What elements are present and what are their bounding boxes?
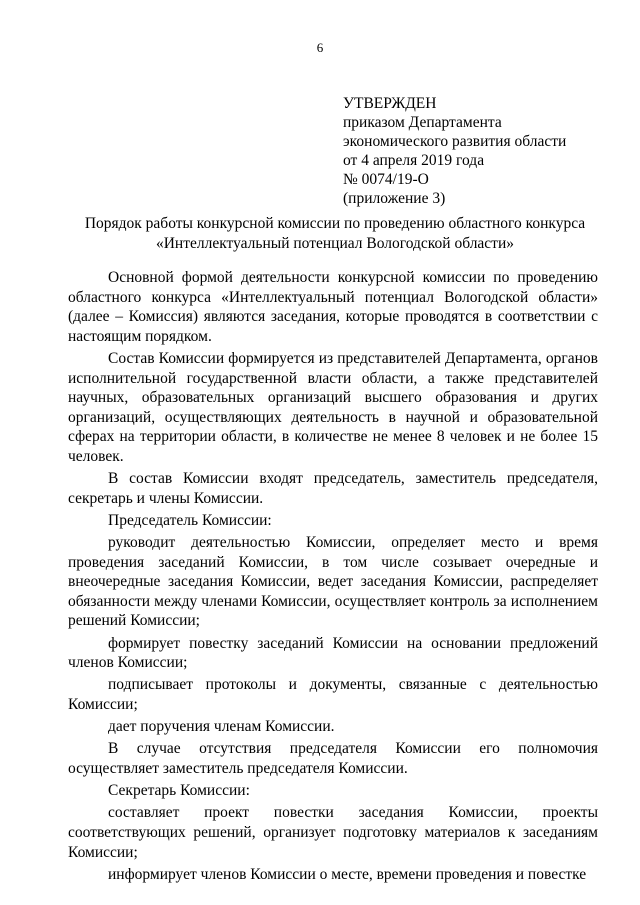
approval-line: УТВЕРЖДЕН [343, 95, 437, 112]
document-title [70, 214, 600, 254]
paragraph: руководит деятельностью Комиссии, определяет место и время проведения заседаний Комиссии, в том числе созывает очередные и внеочередные заседания Комиссии, ведет заседания Комиссии, распределяет обязанности между членами Комиссии, осуществляет контроль за исполнением решений Комиссии; [68, 534, 598, 630]
document-body [68, 268, 598, 887]
paragraph: Основной формой деятельности конкурсной комиссии по проведению областного конкурса «Интеллектуальный потенциал Вологодской области» (далее – Комиссия) являются заседания, которые проводятся в соответствии с настоящим порядком. [68, 269, 598, 345]
paragraph: Состав Комиссии формируется из представителей Департамента, органов исполнительной государственной власти области, а также представителей научных, образовательных организаций высшего образования и других организаций, осуществляющих деятельность в научной и образовательной сферах на территории области, в количестве не менее 8 человек и не более 15 человек. [68, 349, 598, 465]
paragraph: информирует членов Комиссии о месте, времени проведения и повестке [108, 865, 587, 883]
paragraph: В состав Комиссии входят председатель, заместитель председателя, секретарь и члены Комиссии. [68, 470, 598, 507]
paragraph: Секретарь Комиссии: [108, 782, 250, 800]
approval-line: № 0074/19-О [343, 171, 429, 188]
approval-line: приказом Департамента [343, 114, 502, 131]
page-number: 6 [316, 40, 324, 55]
approval-line: от 4 апреля 2019 года [343, 152, 485, 169]
paragraph: дает поручения членам Комиссии. [108, 718, 335, 736]
paragraph: подписывает протоколы и документы, связанные с деятельностью Комиссии; [68, 676, 598, 714]
paragraph: формирует повестку заседаний Комиссии на основании предложений членов Комиссии; [68, 634, 598, 672]
paragraph: составляет проект повестки заседания Комиссии, проекты соответствующих решений, организует подготовку материалов к заседаниям Комиссии; [68, 804, 598, 861]
document-title-line: Порядок работы конкурсной комиссии по проведению областного конкурса [84, 215, 586, 232]
document-title-line: «Интеллектуальный потенциал Вологодской области» [155, 235, 515, 252]
paragraph: Председатель Комиссии: [108, 511, 272, 529]
paragraph: В случае отсутствия председателя Комиссии его полномочия осуществляет заместитель председателя Комиссии. [68, 740, 598, 777]
approval-line: (приложение 3) [343, 190, 446, 207]
approval-line: экономического развития области [343, 133, 567, 150]
approval-stamp [343, 94, 566, 208]
